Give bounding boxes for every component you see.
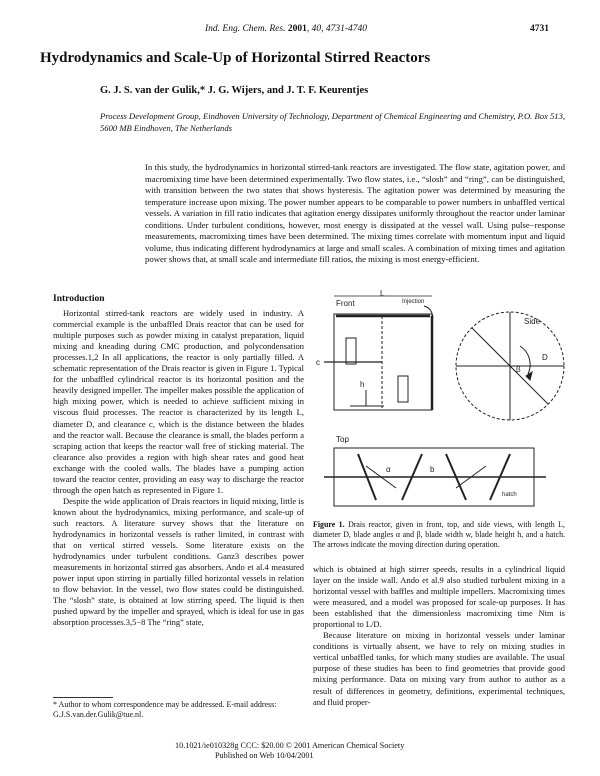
label-beta: β (516, 365, 521, 374)
label-length: L (380, 289, 385, 298)
caption-label: Figure 1. (313, 520, 345, 529)
footer-published: Published on Web 10/04/2001 (215, 751, 314, 760)
figure-caption (313, 520, 565, 549)
side-view (456, 312, 564, 420)
front-blade-right (398, 376, 408, 402)
col2-paragraph-2: Because literature on mixing in horizontal vessels under laminar conditions is virtually absent, we have to rely on mixing studies in vertical unbaffled tanks, for which many studies are available. The usual purpose of these studies has been to find geometries that provide good mixing performance. Data on mixing vary from author to author as a result of differences in geometry, definitions, experimental techniques, and fluid proper- (313, 630, 565, 707)
label-alpha: α (386, 465, 391, 474)
label-clearance: c (316, 358, 320, 367)
journal-name: Ind. Eng. Chem. Res. (205, 24, 286, 34)
label-diameter: D (542, 353, 548, 362)
side-rotation-arrow (520, 346, 530, 374)
label-hatch: hatch (502, 492, 517, 498)
right-column (313, 564, 565, 708)
label-side: Side (524, 317, 541, 326)
intro-paragraph-2: Despite the wide application of Drais reactors in liquid mixing, little is known about the hydrodynamics, mixing performance, and scale-up of such reactors. A literature survey shows that the literature on hydrodynamics in horizontal vessels is rather limited, in contrast with that on vertical stirred vessels. Some literature exists on the hydrodynamics under turbulent conditions. Ganz3 describes power measurements in horizontal stirred gas absorbers. Ando et al.4 measured power input upon stirring in partially filled horizontal vessels in relation to flow behavior. In the vessel, two flow states could be distinguished. The “slosh” state, is obtained at low stirring speed. The liquid is then pushed upward by the impeller and sprayed, which is ideal for use in gas absorption processes.3,5−8 The “ring” state, (53, 495, 304, 628)
figure-1-drais-reactor (306, 288, 568, 516)
front-view (324, 296, 433, 410)
footer-doi: 10.1021/ie010328g CCC: $20.00 © 2001 American Chemical Society (175, 741, 405, 750)
label-height: h (360, 380, 365, 389)
col2-paragraph-1: which is obtained at high stirrer speeds, results in a cylindrical liquid layer on the inside wall. Ando et al.9 also studied turbulent mixing in a horizontal vessel with baffles and multiple impellers. Macromixing times were measured, and a model was proposed for scale-up purposes. It has been established that the dimensionless macromixing time Ntm is proportional to L/D. (313, 564, 565, 630)
caption-text: Drais reactor, given in front, top, and side views, with length L, diameter D, blade angles α and β, blade width w, blade height h, and a hatch. The arrows indicate the moving direction during operation. (313, 520, 565, 549)
left-column (53, 294, 304, 628)
label-front: Front (336, 299, 355, 308)
author-list: G. J. S. van der Gulik,* J. G. Wijers, and J. T. F. Keurentjes (100, 85, 369, 96)
journal-year: 2001 (287, 24, 307, 34)
reactor-diagram (306, 288, 568, 516)
journal-volume: 40, (311, 24, 324, 34)
journal-pages: 4731-4740 (325, 24, 368, 34)
label-top: Top (336, 435, 349, 444)
page-number: 4731 (530, 24, 549, 34)
affiliation: Process Development Group, Eindhoven University of Technology, Department of Chemical Engineering and Chemistry, P.O. Box 513, 5600 MB Eindhoven, The Netherlands (100, 111, 566, 133)
paper-title: Hydrodynamics and Scale-Up of Horizontal Stirred Reactors (40, 50, 431, 66)
abstract: In this study, the hydrodynamics in horizontal stirred-tank reactors are investigated. The flow state, agitation power, and macromixing time have been determined experimentally. Two flow states, i.e., “slosh” and “ring”, can be distinguished, with transition between the two states that shows hysteresis. The agitation power was determined by measuring the temperature increase upon mixing. The power number appears to be comparable to power numbers in unbaffled vertical vessels. A variation in fill ratio indicates that agitation energy dissipates uniformly throughout the reactor under laminar conditions. Under turbulent conditions, however, most energy is dissipated at the vessel wall. Using pulse−response measurements, macromixing times have been determined. The mixing times correlate with momentum input and liquid volume, thus indicating different hydrodynamics at large and small scales. A combination of mixing times and agitation power shows that, at small scale and intermediate fill ratios, the mixing is most energy-efficient. (145, 162, 565, 265)
front-blade-left (346, 338, 356, 364)
label-blade-width: b (430, 465, 435, 474)
footnote-rule (53, 697, 113, 698)
running-header: Ind. Eng. Chem. Res. 2001, 40, 4731-4740 (205, 24, 368, 34)
section-heading-introduction: Introduction (53, 294, 105, 304)
corresponding-author-footnote: * Author to whom correspondence may be addressed. E-mail address: G.J.S.van.der.Gulik@tue.nl. (53, 700, 277, 719)
intro-paragraph-1: Horizontal stirred-tank reactors are widely used in industry. A commercial example is the unbaffled Drais reactor that can be used for multiple purposes such as powder mixing in catalyst preparation, liquid mixing and kneading during CMC production, and polycondensation processes.1,2 In all applications, the reactor is only partially filled. A schematic representation of the Drais reactor is given in Figure 1. Typical for the unbaffled cylindrical reactor is its horizontal position and the heavily designed impeller. The impeller makes possible the application of high mixing power, which is needed to achieve sufficient mixing in viscous fluid processes. The reactor is characterized by its length L, diameter D, and clearance c, which is the distance between the blades and the reactor wall. Because the clearance is small, the blades perform a scraping action that keeps the reactor wall free of sticking material. The clearance also provides a region with high shear rates and good heat exchange with the cooled walls. The blades have a pumping action toward the reactor center, providing an easy way to discharge the reactor through the open hatch as represented in Figure 1. (53, 308, 304, 495)
side-arrowhead (526, 372, 532, 380)
label-injection: Injection (402, 299, 425, 305)
